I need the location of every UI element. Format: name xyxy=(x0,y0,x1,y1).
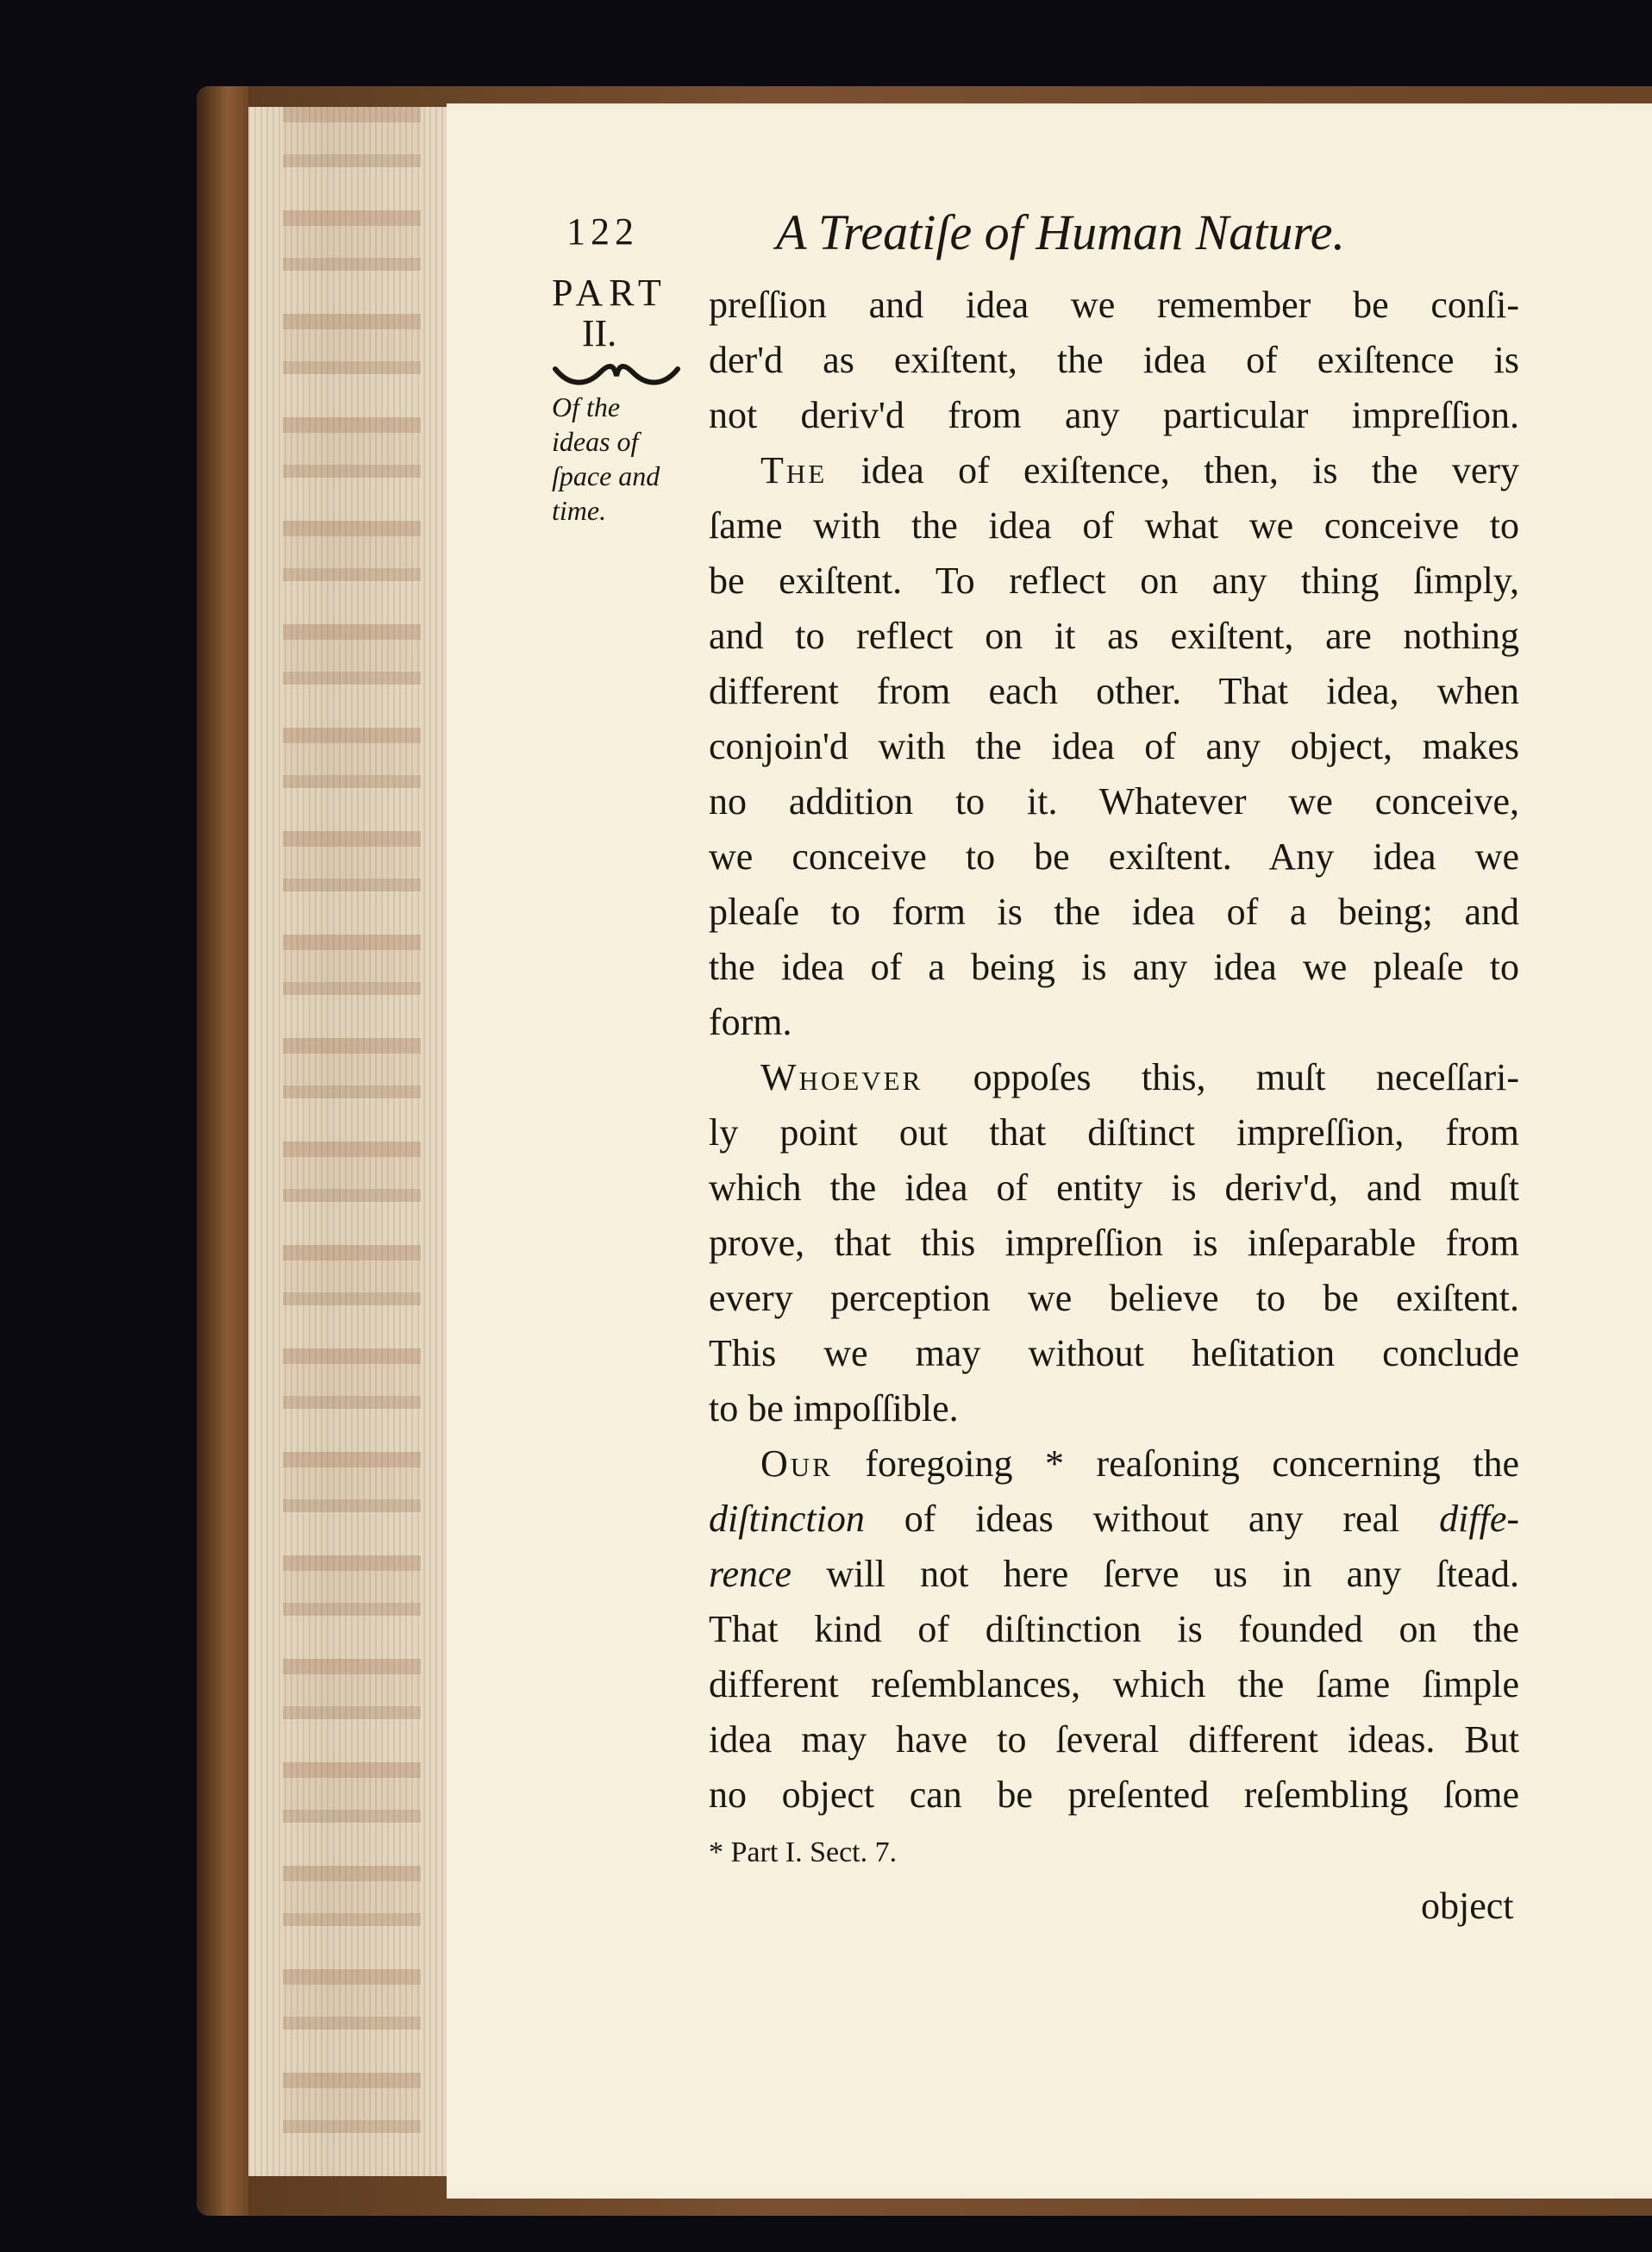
text-line-rest: idea of exiſtence, then, is the very xyxy=(860,449,1520,491)
text-line: preſſion and idea we remember be conſi- xyxy=(709,284,1519,326)
text-line: form. xyxy=(709,1001,792,1043)
running-title: A Treatiſe of Human Nature. xyxy=(776,204,1346,260)
brace-ornament-icon xyxy=(552,360,681,386)
text-line: every perception we believe to be exiſtent. xyxy=(709,1277,1519,1319)
italic-word: diſtinction xyxy=(709,1498,865,1540)
text-line: to be impoſſible. xyxy=(709,1387,959,1429)
text-line: conjoin'd with the idea of any object, makes xyxy=(709,725,1519,767)
catchword: object xyxy=(1421,1885,1514,1927)
margin-note-line: ideas of xyxy=(552,426,639,457)
part-number: II. xyxy=(581,312,617,354)
text-line-rest: foregoing * reaſoning concerning the xyxy=(865,1442,1520,1485)
text-line: idea may have to ſeveral different ideas. But xyxy=(709,1718,1519,1761)
lead-word: Whoever xyxy=(760,1056,923,1098)
text-line: That kind of diſtinction is founded on the xyxy=(709,1608,1519,1650)
edge-foxing xyxy=(283,107,421,2176)
italic-word: rence xyxy=(709,1553,792,1595)
text-line: no addition to it. Whatever we conceive, xyxy=(709,780,1519,823)
text-line: different reſemblances, which the ſame ſimple xyxy=(709,1663,1519,1705)
text-line: the idea of a being is any idea we pleaſe to xyxy=(709,946,1519,988)
text-line-rest: will not here ſerve us in any ſtead. xyxy=(826,1553,1519,1595)
lead-word: The xyxy=(760,449,828,491)
text-line: pleaſe to form is the idea of a being; and xyxy=(709,891,1519,933)
text-line: be exiſtent. To reflect on any thing ſimply, xyxy=(709,560,1519,602)
text-line xyxy=(709,1547,1519,1602)
text-line: different from each other. That idea, when xyxy=(709,670,1519,712)
text-line: ſame with the idea of what we conceive to xyxy=(709,504,1519,547)
text-line: no object can be preſented reſembling ſome xyxy=(709,1773,1519,1816)
body-text xyxy=(709,278,1519,1823)
margin-note-line: time. xyxy=(552,495,607,526)
italic-word: diffe- xyxy=(1439,1498,1520,1540)
margin-note-line: Of the xyxy=(552,391,621,422)
text-line xyxy=(709,1050,1519,1105)
page-edges xyxy=(248,107,447,2176)
text-line xyxy=(709,1436,1519,1492)
text-line: This we may without heſitation conclude xyxy=(709,1332,1519,1374)
text-line: ly point out that diſtinct impreſſion, from xyxy=(709,1111,1519,1154)
text-line xyxy=(709,1492,1519,1547)
margin-note-line: ſpace and xyxy=(552,460,660,491)
footnote: * Part I. Sect. 7. xyxy=(709,1836,898,1868)
text-line: prove, that this impreſſion is inſeparable from xyxy=(709,1222,1519,1264)
lead-word: Our xyxy=(760,1442,833,1485)
text-line: not deriv'd from any particular impreſſion. xyxy=(709,394,1519,436)
text-line-rest: of ideas without any real xyxy=(904,1498,1400,1540)
page-number: 122 xyxy=(566,210,639,253)
text-line: der'd as exiſtent, the idea of exiſtence is xyxy=(709,339,1519,381)
cover-edge xyxy=(197,86,248,2216)
text-line: and to reflect on it as exiſtent, are nothing xyxy=(709,615,1519,657)
text-line: which the idea of entity is deriv'd, and muſt xyxy=(709,1167,1519,1209)
part-label: PART xyxy=(552,272,667,314)
text-line: we conceive to be exiſtent. Any idea we xyxy=(709,835,1519,878)
text-line xyxy=(709,443,1519,498)
margin-note xyxy=(552,274,707,528)
text-line-rest: oppoſes this, muſt neceſſari- xyxy=(973,1056,1520,1098)
